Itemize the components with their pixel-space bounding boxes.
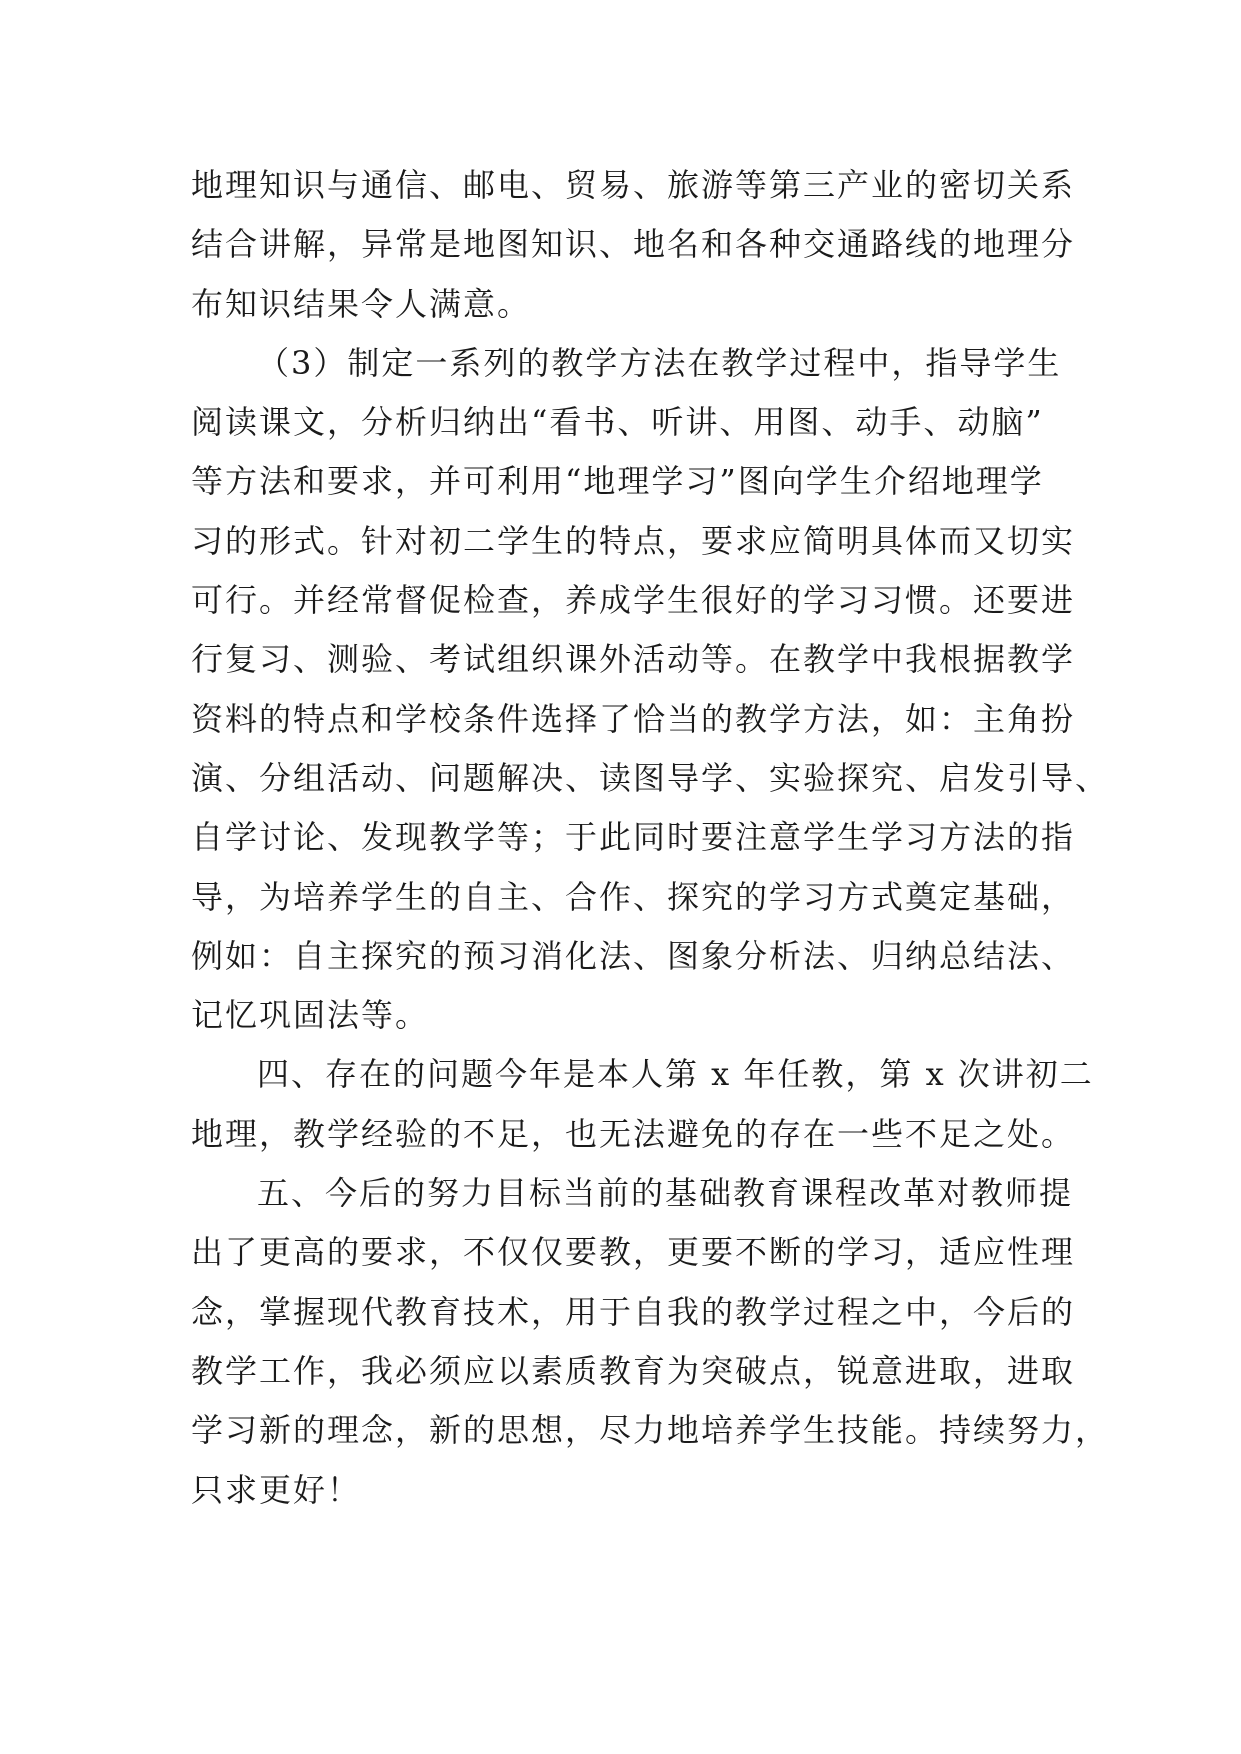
text-line: 习的形式。针对初二学生的特点，要求应简明具体而又切实 (191, 521, 1076, 560)
paragraph-start-line: 四、存在的问题今年是本人第 x 年任教，第 x 次讲初二 (257, 1055, 1094, 1094)
text-line: 记忆巩固法等。 (191, 996, 430, 1035)
text-line: 只求更好！ (191, 1470, 362, 1509)
text-line: 例如：自主探究的预习消化法、图象分析法、归纳总结法、 (191, 936, 1076, 975)
text-line: 结合讲解，异常是地图知识、地名和各种交通路线的地理分 (191, 225, 1076, 264)
text-line: 可行。并经常督促检查，养成学生很好的学习习惯。还要进 (191, 581, 1076, 620)
text-line: 资料的特点和学校条件选择了恰当的教学方法，如：主角扮 (191, 699, 1076, 738)
paragraph-start-line: 五、今后的努力目标当前的基础教育课程改革对教师提 (257, 1174, 1074, 1213)
paragraph-start-line: （3）制定一系列的教学方法在教学过程中，指导学生 (257, 343, 1062, 382)
text-line: 布知识结果令人满意。 (191, 284, 532, 323)
text-line: 演、分组活动、问题解决、读图导学、实验探究、启发引导、 (191, 758, 1110, 797)
text-line: 阅读课文，分析归纳出“看书、听讲、用图、动手、动脑” (191, 403, 1044, 442)
text-line: 出了更高的要求，不仅仅要教，更要不断的学习，适应性理 (191, 1233, 1076, 1272)
text-line: 导，为培养学生的自主、合作、探究的学习方式奠定基础， (191, 877, 1076, 916)
body-text (191, 156, 1110, 1520)
text-line: 教学工作，我必须应以素质教育为突破点，锐意进取，进取 (191, 1351, 1076, 1390)
text-line: 学习新的理念，新的思想，尽力地培养学生技能。持续努力， (191, 1411, 1110, 1450)
text-line: 地理知识与通信、邮电、贸易、旅游等第三产业的密切关系 (191, 166, 1076, 204)
text-line: 等方法和要求，并可利用“地理学习”图向学生介绍地理学 (191, 462, 1044, 501)
text-line: 行复习、测验、考试组织课外活动等。在教学中我根据教学 (191, 640, 1076, 679)
text-line: 自学讨论、发现教学等；于此同时要注意学生学习方法的指 (191, 818, 1076, 857)
text-line: 地理，教学经验的不足，也无法避免的存在一些不足之处。 (191, 1114, 1076, 1153)
text-line: 念，掌握现代教育技术，用于自我的教学过程之中，今后的 (191, 1292, 1076, 1331)
